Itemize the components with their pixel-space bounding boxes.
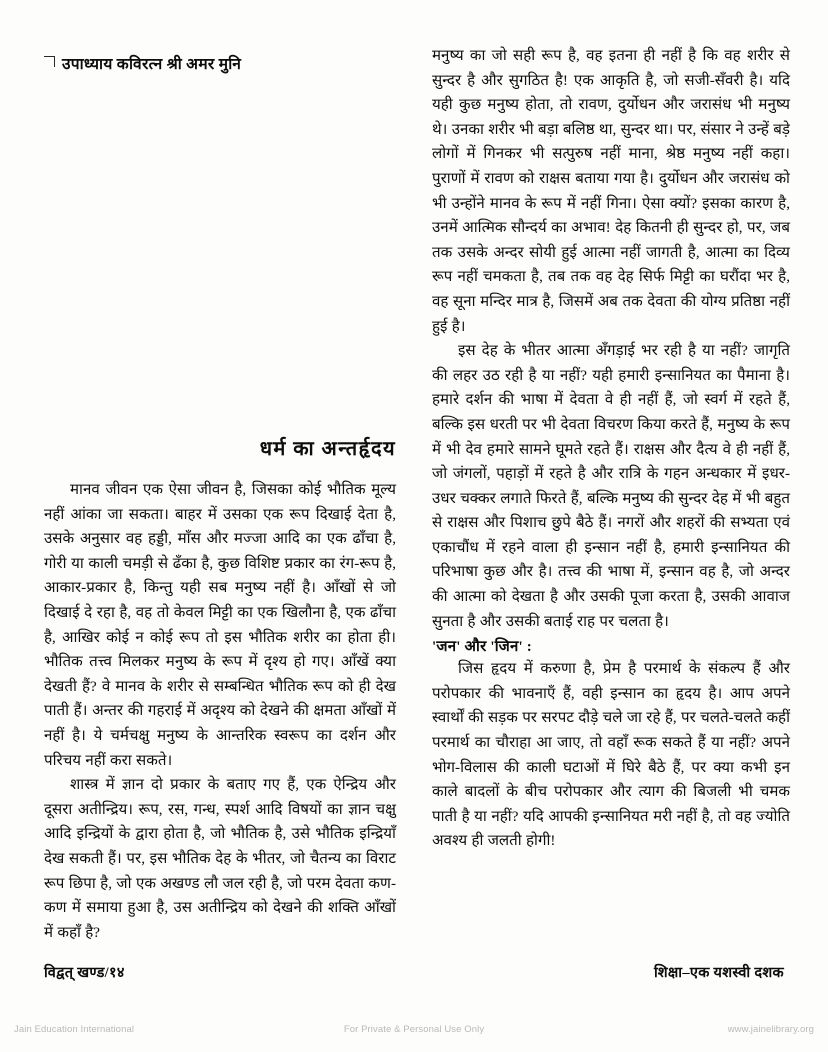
folio-left: विद्वत् खण्ड/१४ <box>44 965 125 981</box>
scan-footer-left: Jain Education International <box>14 1024 135 1035</box>
scan-footer-center: For Private & Personal Use Only <box>343 1024 485 1035</box>
subsection-title: 'जन' और 'जिन' : <box>432 639 532 656</box>
paragraph: मानव जीवन एक ऐसा जीवन है, जिसका कोई भौतिक मूल्य नहीं आंका जा सकता। बाहर में उसका एक रूप दिखाई देता है, उसके अनुसार वह हड्डी, माँस और मज्जा आदि का एक ढाँचा है, गोरी या काली चमड़ी से ढँका है, कुछ विशिष्ट प्रकार का रंग-रूप है, आकार-प्रकार है, किन्तु यही सब मनुष्य नहीं है। आँखों से जो दिखाई दे रहा है, वह तो केवल मिट्टी का एक खिलौना है, एक ढाँचा है, आखिर कोई न कोई रूप तो इस भौतिक शरीर का होता ही। भौतिक तत्त्व मिलकर मनुष्य के रूप में दृश्य हो गए। आँखें क्या देखती हैं? वे मानव के शरीर से सम्बन्धित भौतिक रूप को ही देख पाती हैं। अन्तर की गहराई में अदृश्य को देखने की क्षमता आँखों में नहीं है। ये चर्मचक्षु मनुष्य के आन्तरिक स्वरूप का दर्शन और परिचय नहीं करा सकते। <box>44 482 396 769</box>
page-title: धर्म का अन्तर्हृदय <box>259 438 396 460</box>
left-column-content <box>44 436 396 945</box>
folio-right: शिक्षा–एक यशस्वी दशक <box>653 965 784 981</box>
folio-line <box>44 962 784 982</box>
scan-footer <box>0 1022 828 1052</box>
scan-footer-right: www.jainelibrary.org <box>727 1024 814 1035</box>
right-column-content <box>432 44 790 854</box>
two-column-body <box>44 44 790 944</box>
paragraph: मनुष्य का जो सही रूप है, वह इतना ही नहीं है कि वह शरीर से सुन्दर है और सुगठित है! एक आकृति है, जो सजी-सँवरी है। यदि यही कुछ मनुष्य होता, तो रावण, दुर्योधन और जरासंध भी मनुष्य थे। उनका शरीर भी बड़ा बलिष्ठ था, सुन्दर था। पर, संसार ने उन्हें बड़े लोगों में गिनकर भी सत्पुरुष नहीं माना, श्रेष्ठ मनुष्य नहीं कहा। पुराणों में रावण को राक्षस बताया गया है। दुर्योधन और जरासंध को भी उन्होंने मानव के रूप में नहीं गिना। ऐसा क्यों? इसका कारण है, उनमें आत्मिक सौन्दर्य का अभाव! देह कितनी ही सुन्दर हो, पर, जब तक उसके अन्दर सोयी हुई आत्मा नहीं जागती है, आत्मा का दिव्य रूप नहीं चमकता है, तब तक वह देह सिर्फ मिट्टी का घरौंदा भर है, वह सूना मन्दिर मात्र है, जिसमें अब तक देवता की योग्य प्रतिष्ठा नहीं हुई है। <box>432 48 790 335</box>
paragraph: इस देह के भीतर आत्मा अँगड़ाई भर रही है या नहीं? जागृति की लहर उठ रही है या नहीं? यही हमारी इन्सानियत का पैमाना है। हमारे दर्शन की भाषा में देवता वे ही नहीं हैं, जो स्वर्ग में रहते हैं, बल्कि इस धरती पर भी देवता विचरण किया करते हैं, मनुष्य के रूप में भी देव हमारे सामने घूमते रहते हैं। राक्षस और दैत्य वे ही नहीं हैं, जो जंगलों, पहाड़ों में रहते है और रात्रि के गहन अन्धकार में इधर-उधर चक्कर लगाते फिरते हैं, बल्कि मनुष्य की सुन्दर देह में भी बहुत से राक्षस और पिशाच छुपे बैठे हैं। नगरों और शहरों की सभ्यता एवं एकाचौंध में रहने वाला ही इन्सान नहीं है, हमारी इन्सानियत की परिभाषा कुछ और है। तत्त्व की भाषा में, इन्सान वह है, जो अन्दर की आत्मा को देखता है और उसकी पूजा करता है, उसकी आवाज सुनता है और उसकी बताई राह पर चलता है। <box>432 343 790 630</box>
paragraph: शास्त्र में ज्ञान दो प्रकार के बताए गए हैं, एक ऐन्द्रिय और दूसरा अतीन्द्रिय। रूप, रस, गन्ध, स्पर्श आदि विषयों का ज्ञान चक्षु आदि इन्द्रियों के द्वारा होता है, जो भौतिक है, उसे भौतिक इन्द्रियाँ देख सकती हैं। पर, इस भौतिक देह के भीतर, जो चैतन्य का विराट रूप छिपा है, जो एक अखण्ड लौ जल रही है, जो परम देवता कण-कण में समाया हुआ है, उस अतीन्द्रिय को देखने की शक्ति आँखों में कहाँ है? <box>44 777 396 941</box>
paragraph: जिस हृदय में करुणा है, प्रेम है परमार्थ के संकल्प हैं और परोपकार की भावनाएँ हैं, वही इन्सान का हृदय है। आप अपने स्वार्थों की सड़क पर सरपट दौड़े चले जा रहे हैं, पर चलते-चलते कहीं परमार्थ का चौराहा आ जाए, तो वहाँ रूक सकते हैं या नहीं? अपने भोग-विलास की काली घटाओं में घिरे बैठे हैं, पर क्या कभी इन काले बादलों के बीच परोपकार और त्याग की बिजली भी चमक पाती है या नहीं? यदि आपकी इन्सानियत मरी नहीं है, तो वह ज्योति अवश्य ही जलती होगी! <box>432 661 790 850</box>
running-head-text: उपाध्याय कविरत्न श्री अमर मुनि <box>62 56 242 73</box>
